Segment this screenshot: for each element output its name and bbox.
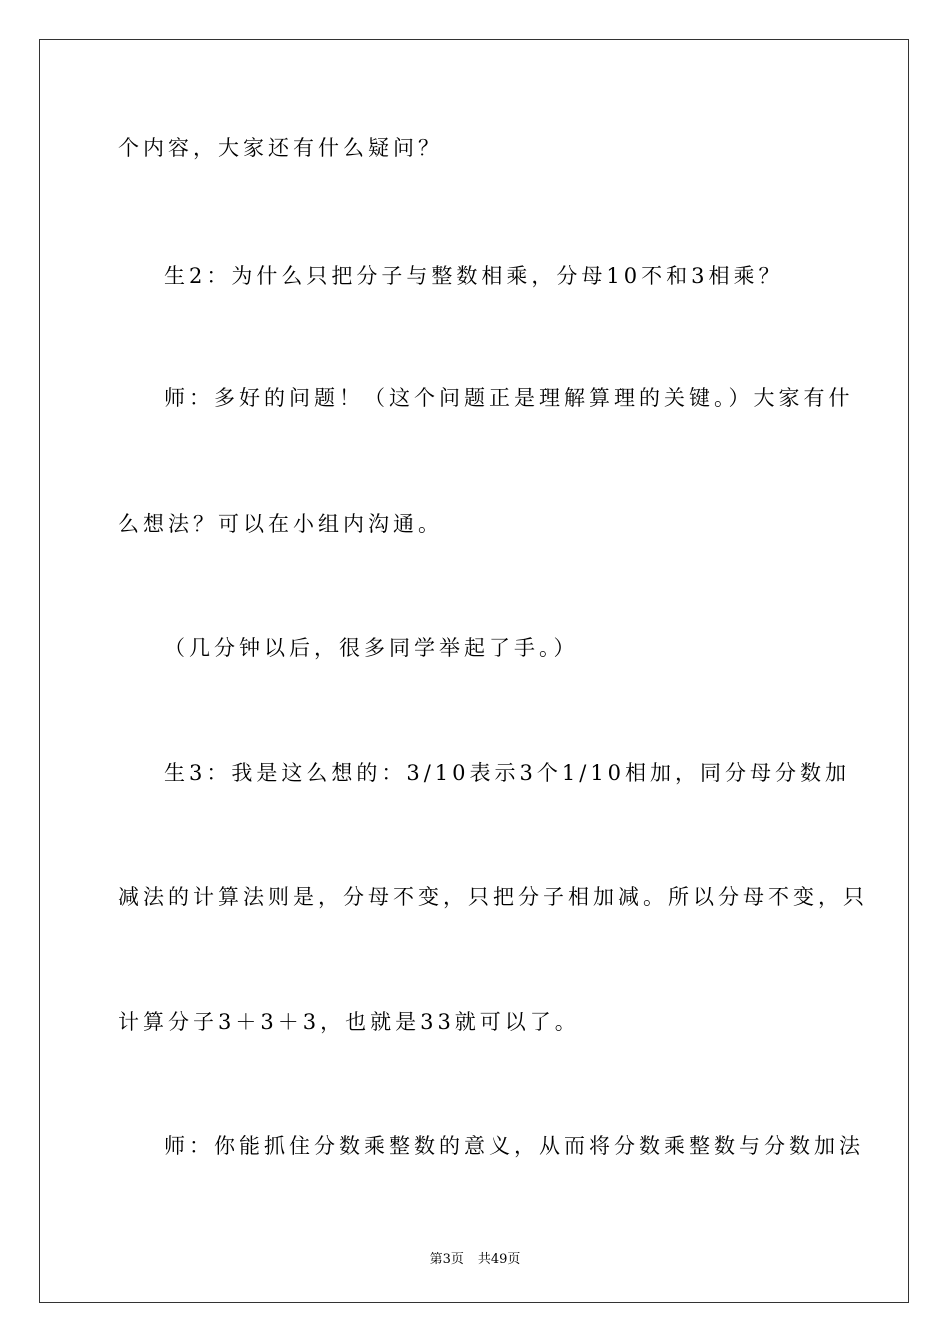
- page-total: 共49页: [477, 1252, 521, 1267]
- text-line: 师：你能抓住分数乘整数的意义，从而将分数乘整数与分数加法: [164, 1134, 864, 1158]
- text-line: 生2：为什么只把分子与整数相乘，分母10不和3相乘？: [164, 264, 784, 288]
- text-line: 么想法？可以在小组内沟通。: [118, 512, 443, 536]
- page-border: [39, 39, 909, 1303]
- text-line: （几分钟以后，很多同学举起了手。）: [164, 636, 579, 660]
- text-line: 师：多好的问题！（这个问题正是理解算理的关键。）大家有什: [164, 386, 854, 410]
- page-number: 第3页: [429, 1252, 464, 1267]
- page-footer: [0, 1248, 950, 1267]
- text-line: 个内容，大家还有什么疑问？: [118, 136, 443, 160]
- text-line: 计算分子3＋3＋3，也就是33就可以了。: [118, 1010, 580, 1034]
- text-line: 生3：我是这么想的：3/10表示3个1/10相加，同分母分数加: [164, 761, 851, 785]
- text-line: 减法的计算法则是，分母不变，只把分子相加减。所以分母不变，只: [118, 885, 868, 909]
